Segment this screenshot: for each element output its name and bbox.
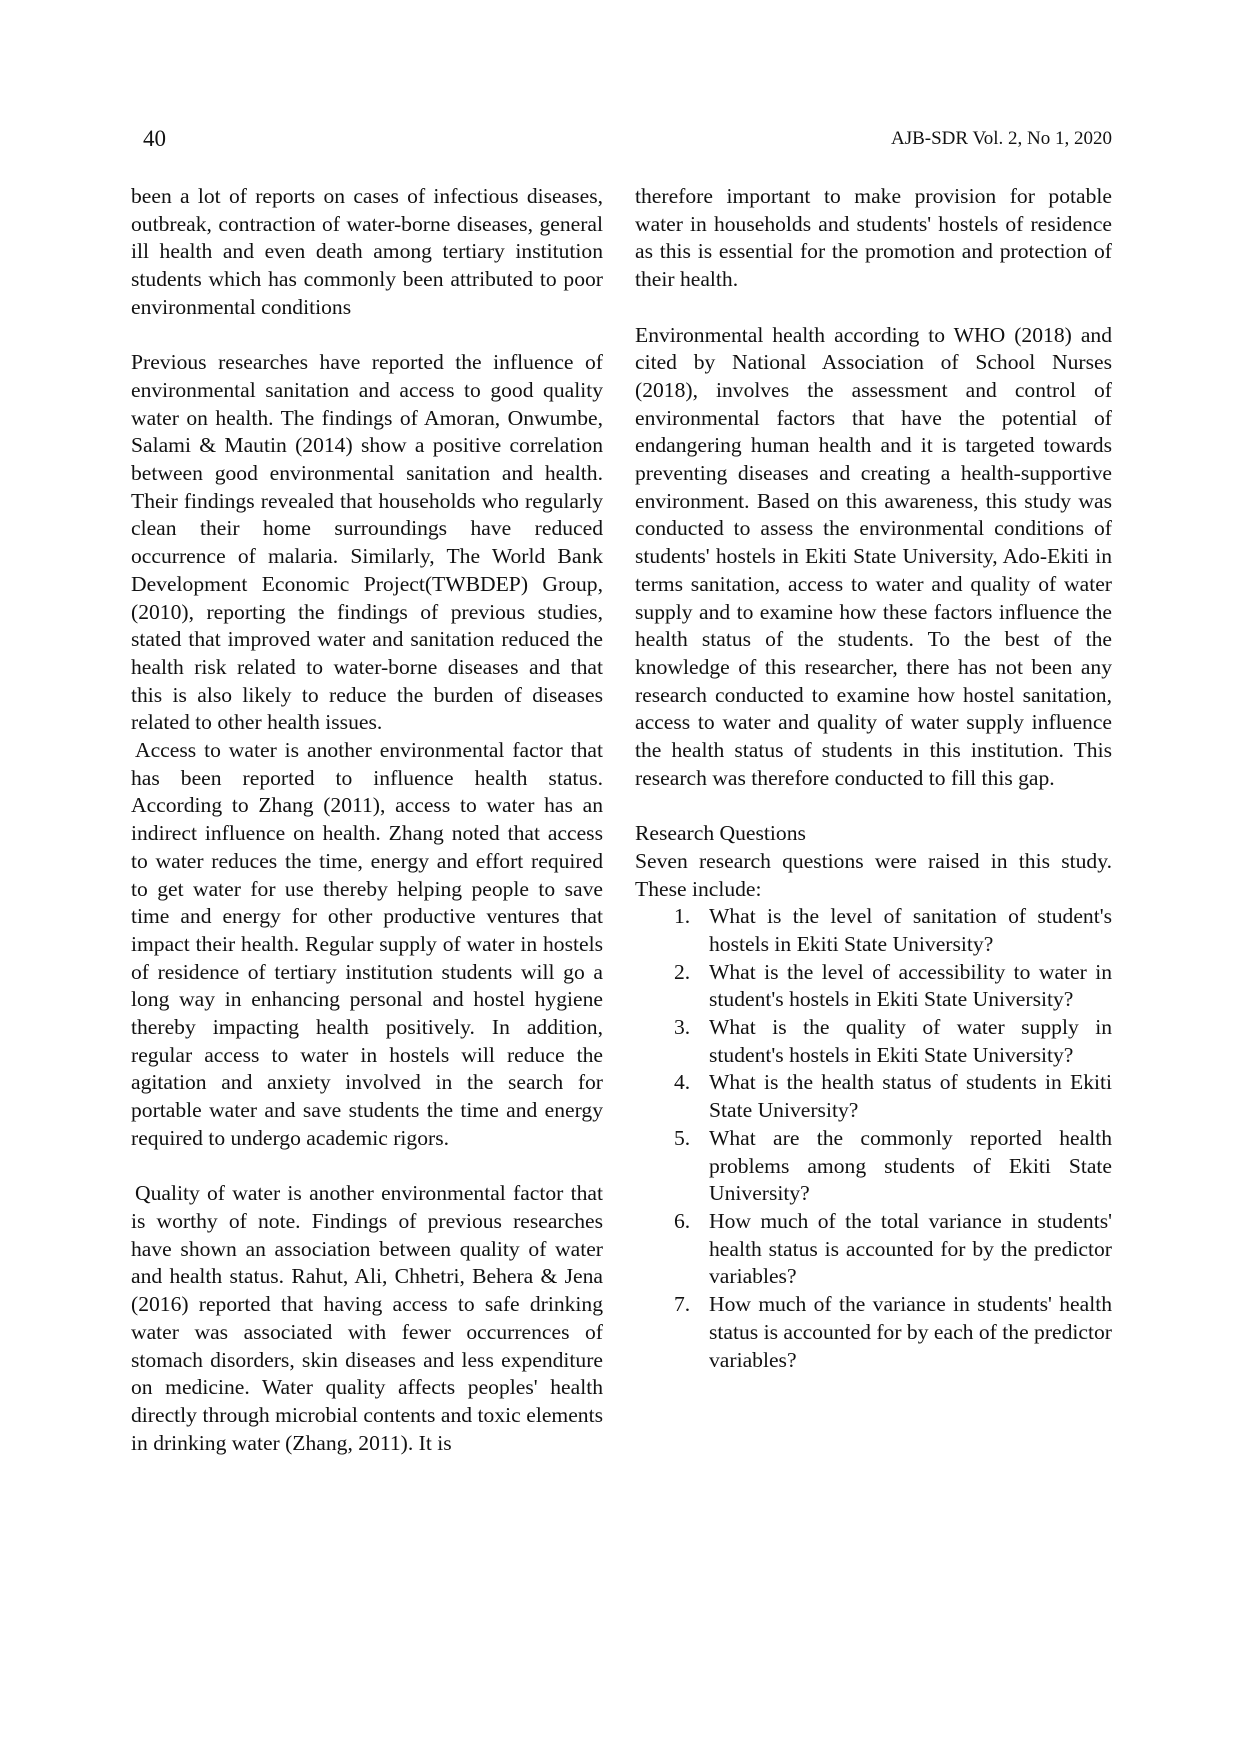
list-item (674, 1208, 1112, 1291)
list-number: 2. (674, 959, 691, 984)
paragraph: been a lot of reports on cases of infectious diseases, outbreak, contraction of water-borne diseases, general ill health and even death among tertiary institution students which has commonly been attributed to poor environmental conditions (131, 184, 603, 319)
section-heading: Research Questions (635, 821, 806, 846)
list-item (674, 1125, 1112, 1208)
paragraph-gap (131, 322, 603, 350)
paragraph-gap (635, 792, 1112, 820)
list-number: 1. (674, 904, 691, 929)
left-column (131, 183, 603, 1457)
journal-citation: AJB-SDR Vol. 2, No 1, 2020 (890, 128, 1112, 149)
list-item-text: What is the level of sanitation of student's hostels in Ekiti State University? (709, 904, 1112, 956)
list-item (674, 1014, 1112, 1069)
paragraph: therefore important to make provision for potable water in households and students' hostels of residence as this is essential for the promotion and protection of their health. (635, 184, 1112, 292)
paragraph: Access to water is another environmental factor that has been reported to influence health status. According to Zhang (2011), access to water has an indirect influence on health. Zhang noted that access to water reduces the time, energy and effort required to get water for use thereby helping people to save time and energy for other productive ventures that impact their health. Regular supply of water in hostels of residence of tertiary institution students will go a long way in enhancing personal and hostel hygiene thereby impacting health positively. In addition, regular access to water in hostels will reduce the agitation and anxiety involved in the search for portable water and save students the time and energy required to undergo academic rigors. (131, 738, 603, 1150)
list-number: 7. (674, 1292, 691, 1317)
list-item-text: What is the health status of students in Ekiti State University? (709, 1070, 1112, 1123)
list-number: 5. (674, 1125, 691, 1150)
paragraph-gap (635, 294, 1112, 322)
research-questions-list (635, 903, 1112, 1374)
paragraph: Quality of water is another environmental factor that is worthy of note. Findings of previous researches have shown an association between quality of water and health status. Rahut, Ali, Chhetri, Behera & Jena (2016) reported that having access to safe drinking water was associated with fewer occurrences of stomach disorders, skin diseases and less expenditure on medicine. Water quality affects peoples' health directly through microbial contents and toxic elements in drinking water (Zhang, 2011). It is (131, 1181, 603, 1455)
paragraph: Seven research questions were raised in this study. These include: (635, 848, 1112, 901)
list-item-text: What are the commonly reported health problems among students of Ekiti State University? (709, 1125, 1112, 1206)
list-item (674, 959, 1112, 1014)
paragraph-gap (131, 1153, 603, 1181)
list-number: 4. (674, 1070, 691, 1095)
list-number: 3. (674, 1015, 691, 1040)
paragraph: Environmental health according to WHO (2018) and cited by National Association of School Nurses (2018), involves the assessment and control of environmental factors that have the potential of endangering human health and it is targeted towards preventing diseases and creating a health-supportive environment. Based on this awareness, this study was conducted to assess the environmental conditions of students' hostels in Ekiti State University, Ado-Ekiti in terms sanitation, access to water and quality of water supply and to examine how these factors influence the health status of the students. To the best of the knowledge of this researcher, there has not been any research conducted to examine how hostel sanitation, access to water and quality of water supply influence the health status of students in this institution. This research was therefore conducted to fill this gap. (635, 322, 1112, 790)
page-number: 40 (143, 126, 166, 151)
list-item-text: What is the quality of water supply in student's hostels in Ekiti State University? (709, 1015, 1112, 1067)
right-column (635, 183, 1112, 1374)
list-item-text: What is the level of accessibility to water in student's hostels in Ekiti State University? (709, 959, 1112, 1012)
list-item (674, 1291, 1112, 1374)
list-item-text: How much of the total variance in students' health status is accounted for by the predictor variables? (709, 1208, 1112, 1289)
list-number: 6. (674, 1208, 691, 1233)
page-header (131, 124, 1112, 154)
list-item (674, 1069, 1112, 1124)
list-item (674, 903, 1112, 958)
list-item-text: How much of the variance in students' health status is accounted for by each of the predictor variables? (709, 1292, 1112, 1372)
paragraph: Previous researches have reported the influence of environmental sanitation and access to good quality water on health. The findings of Amoran, Onwumbe, Salami & Mautin (2014) show a positive correlation between good environmental sanitation and health. Their findings revealed that households who regularly clean their home surroundings have reduced occurrence of malaria. Similarly, The World Bank Development Economic Project(TWBDEP) Group, (2010), reporting the findings of previous studies, stated that improved water and sanitation reduced the health risk related to water-borne diseases and that this is also likely to reduce the burden of diseases related to other health issues. (131, 350, 603, 735)
